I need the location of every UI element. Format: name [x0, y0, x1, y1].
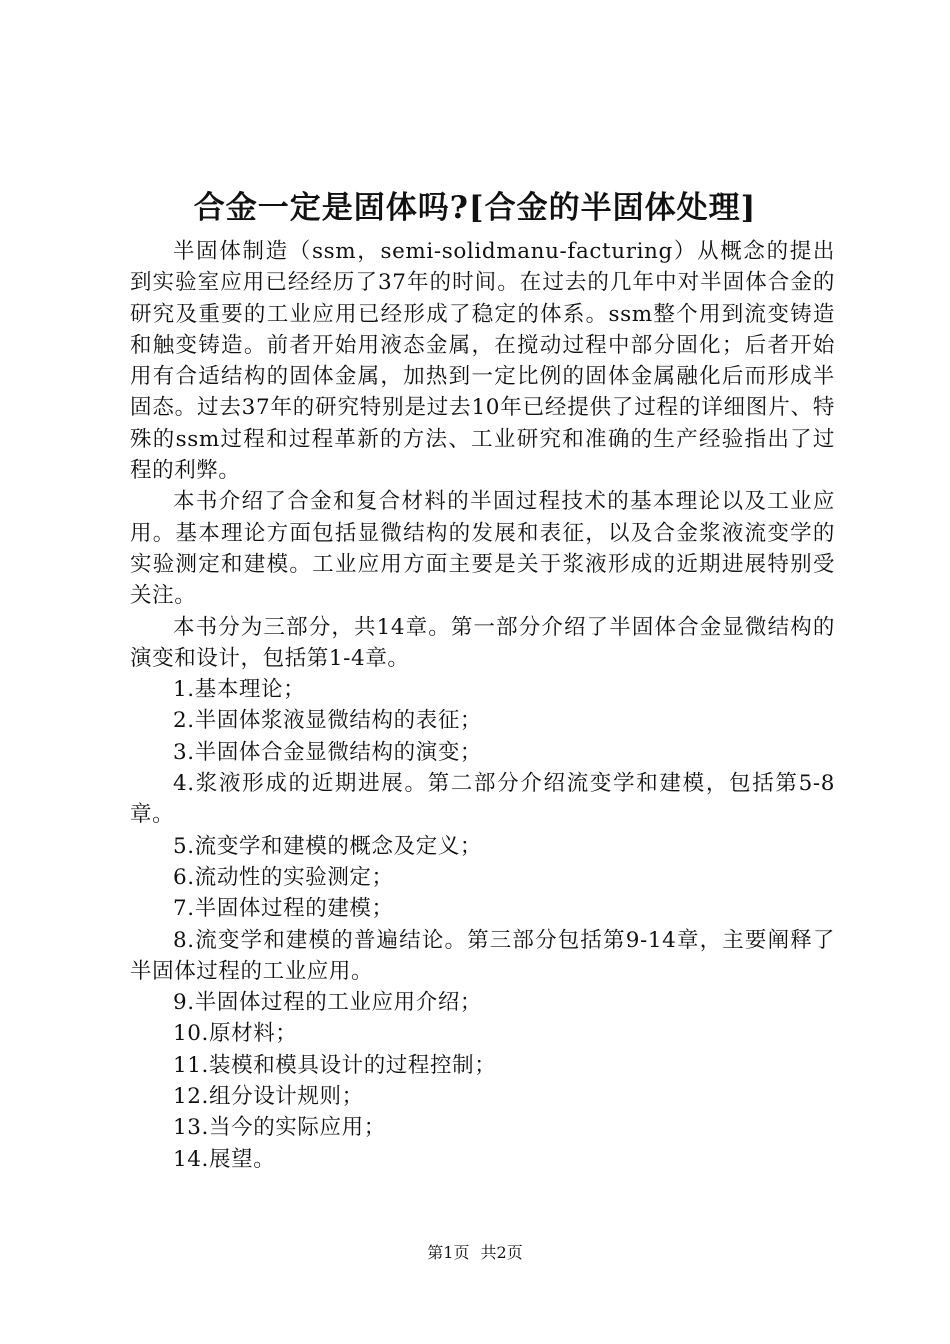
list-item: 11.装模和模具设计的过程控制； — [173, 1052, 497, 1078]
page-footer — [0, 1241, 950, 1265]
list-item: 3.半固体合金显微结构的演变； — [173, 739, 483, 765]
list-item: 13.当今的实际应用； — [173, 1115, 386, 1141]
list-item: 10.原材料； — [173, 1021, 298, 1047]
list-item: 1.基本理论； — [173, 677, 306, 703]
list-item: 7.半固体过程的建模； — [173, 896, 394, 922]
list-item: 8.流变学和建模的普遍结论。第三部分包括第9-14章，主要阐释了半固体过程的工业应用。 — [130, 927, 835, 984]
paragraph-intro: 半固体制造（ssm，semi-solidmanu-facturing）从概念的提出到实验室应用已经经历了37年的时间。在过去的几年中对半固体合金的研究及重要的工业应用已经形成了稳定的体系。ssm整个用到流变铸造和触变铸造。前者开始用液态金属，在搅动过程中部分固化；后者开始用有合适结构的固体金属，加热到一定比例的固体金属融化后而形成半固态。过去37年的研究特别是过去10年已经提供了过程的详细图片、特殊的ssm过程和过程革新的方法、工业研究和准确的生产经验指出了过程的利弊。 — [130, 239, 835, 484]
list-item: 5.流变学和建模的概念及定义； — [173, 833, 483, 859]
list-item: 9.半固体过程的工业应用介绍； — [173, 990, 483, 1016]
document-title: 合金一定是固体吗?[合金的半固体处理] — [193, 190, 757, 226]
list-item: 2.半固体浆液显微结构的表征； — [173, 708, 483, 734]
page-number-total: 共2页 — [480, 1243, 523, 1262]
paragraph-book-structure: 本书分为三部分，共14章。第一部分介绍了半固体合金显微结构的演变和设计，包括第1-4章。 — [130, 614, 835, 671]
list-item: 4.浆液形成的近期进展。第二部分介绍流变学和建模，包括第5-8章。 — [130, 771, 835, 828]
paragraph-book-overview: 本书介绍了合金和复合材料的半固过程技术的基本理论以及工业应用。基本理论方面包括显微结构的发展和表征，以及合金浆液流变学的实验测定和建模。工业应用方面主要是关于浆液形成的近期进展特别受关注。 — [130, 489, 835, 609]
list-item: 12.组分设计规则； — [173, 1084, 364, 1110]
document-body — [130, 236, 835, 1175]
page-number-current: 第1页 — [427, 1243, 470, 1262]
list-item: 14.展望。 — [173, 1146, 276, 1172]
list-item: 6.流动性的实验测定； — [173, 864, 394, 890]
